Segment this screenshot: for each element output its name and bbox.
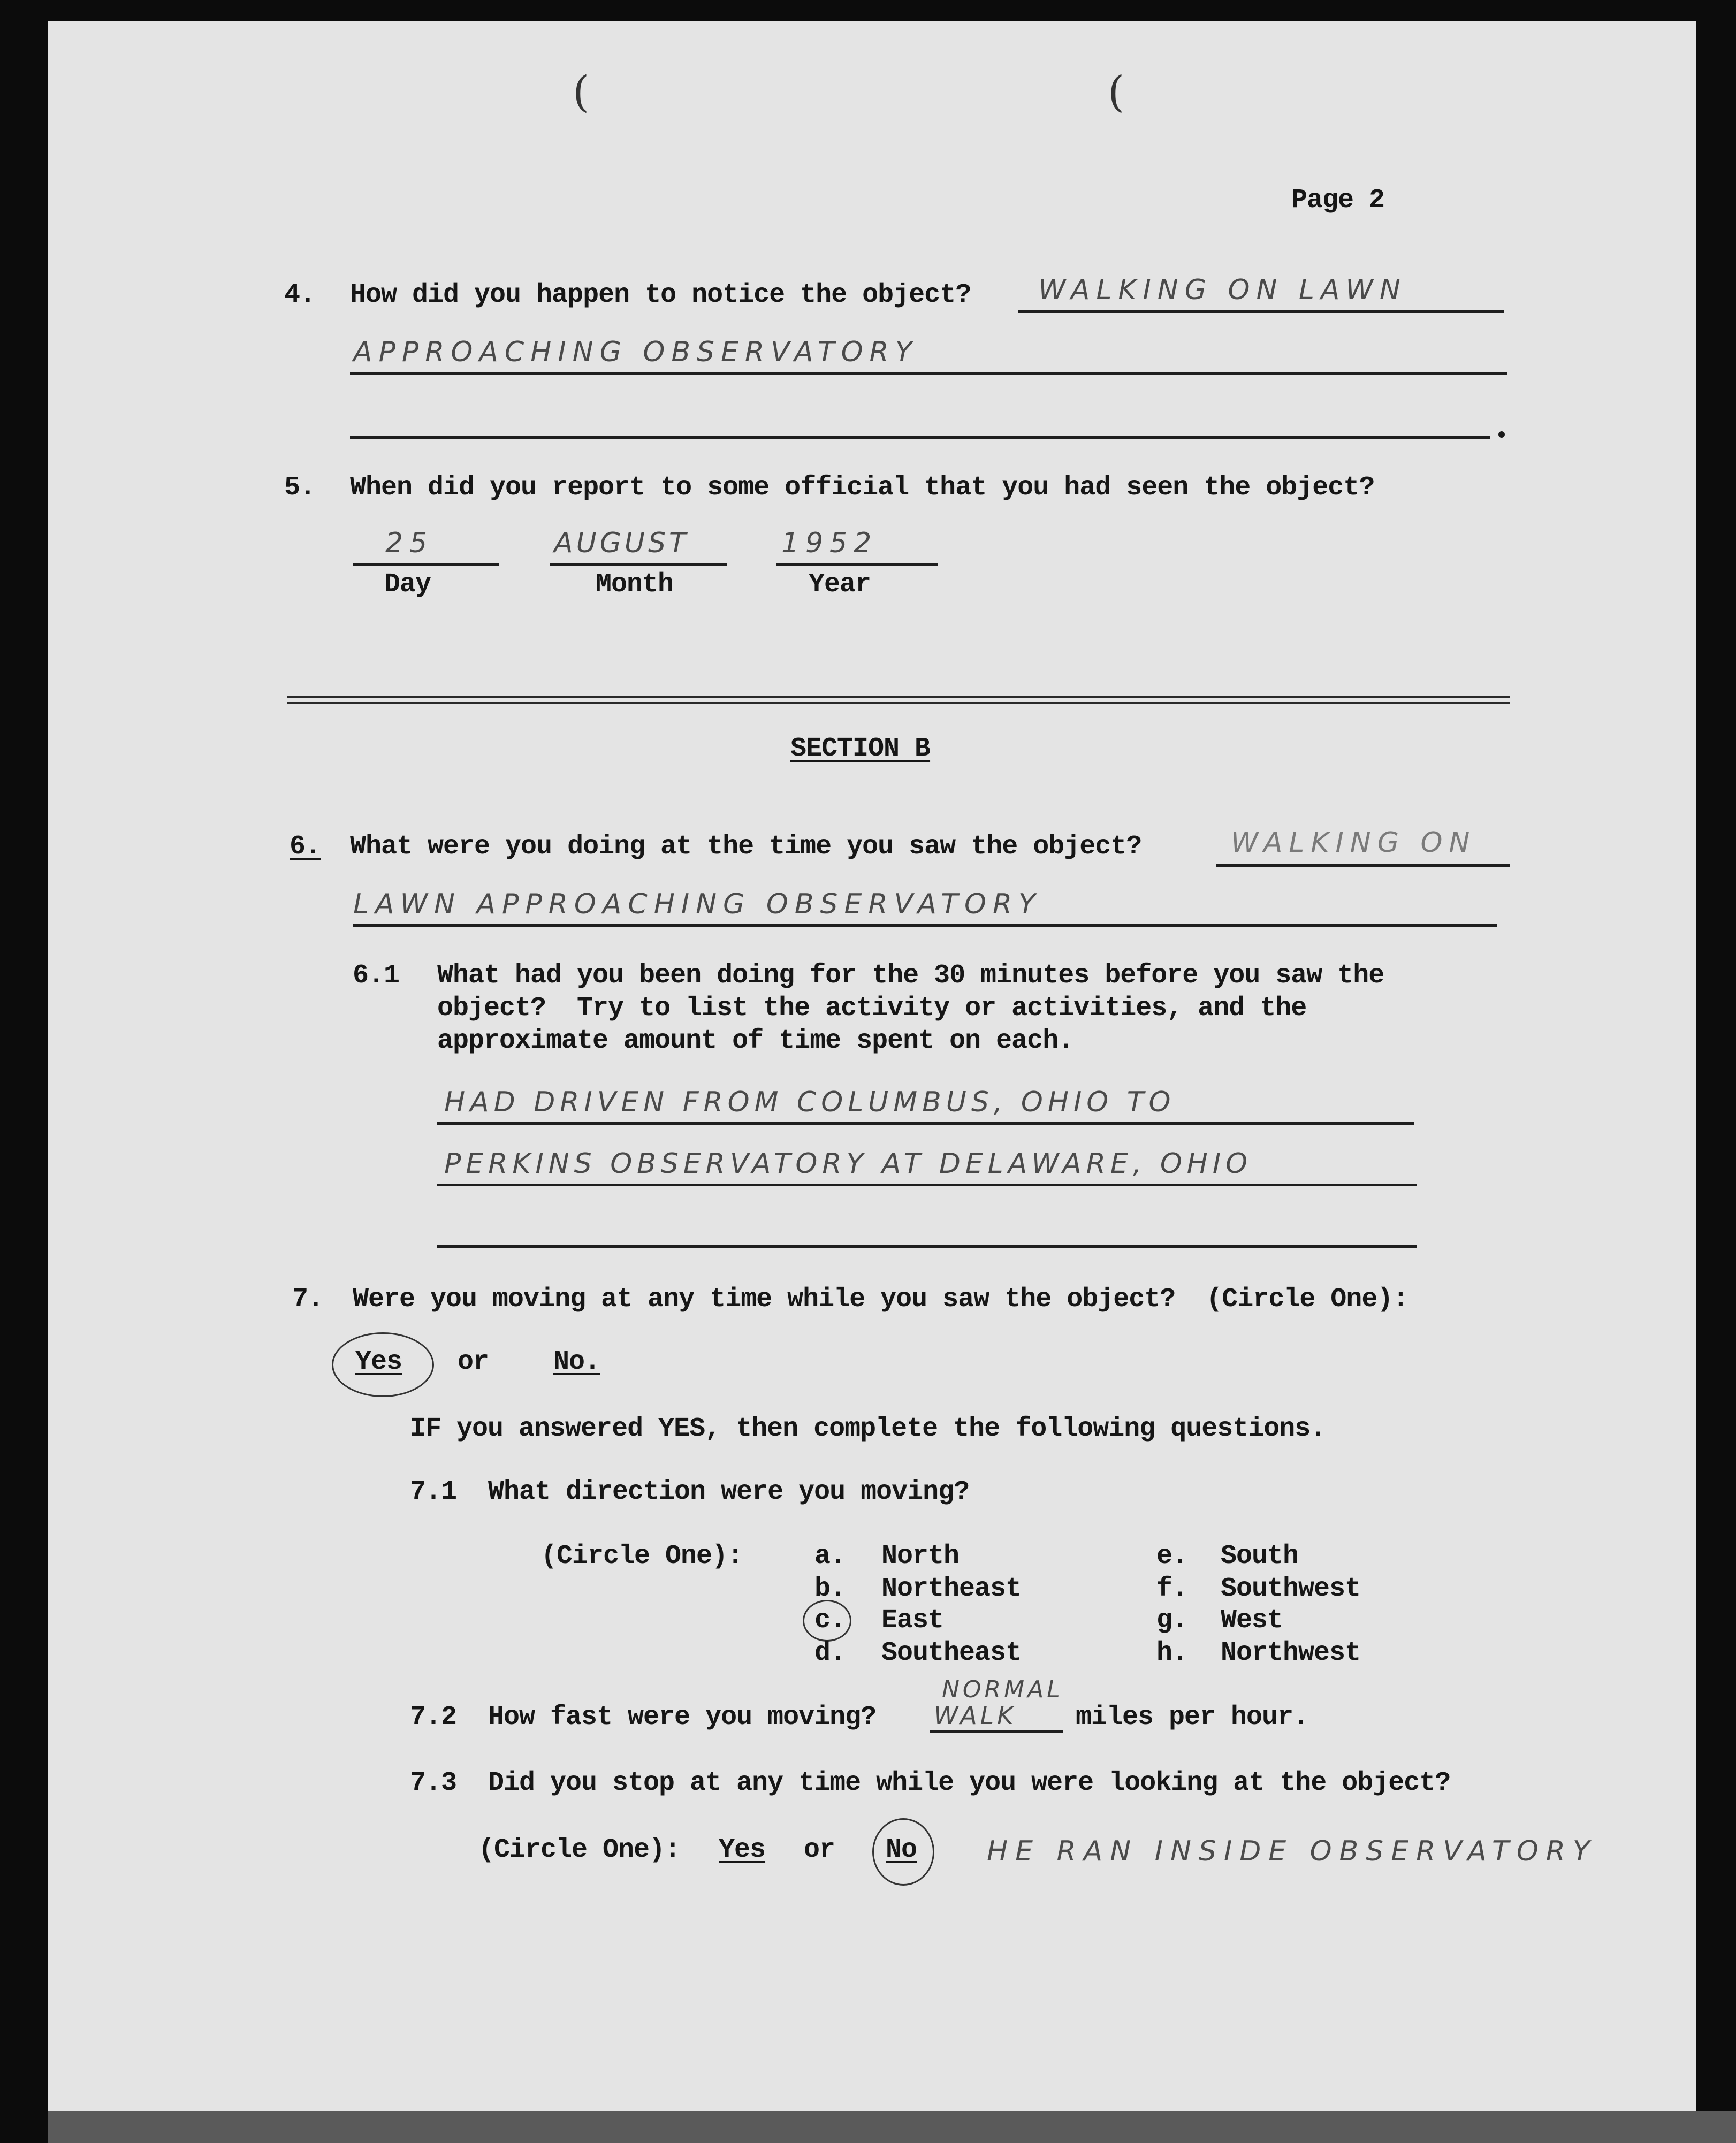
q7-3-number: 7.3: [410, 1768, 457, 1798]
selection-circle: [332, 1332, 434, 1397]
option-northwest[interactable]: Northwest: [1221, 1638, 1361, 1668]
answer-line: [353, 563, 499, 566]
answer-line: [1216, 864, 1510, 867]
q6-1-answer-line-1: HAD DRIVEN FROM COLUMBUS, OHIO TO: [444, 1086, 1176, 1118]
answer-line: [437, 1245, 1417, 1248]
q7-no-option[interactable]: No.: [553, 1347, 600, 1377]
q4-answer-line-2: APPROACHING OBSERVATORY: [353, 336, 919, 368]
q5-year: 1952: [781, 527, 878, 559]
q6-1-question-line: approximate amount of time spent on each.: [437, 1026, 1074, 1056]
q7-3-no-option[interactable]: No: [886, 1835, 917, 1865]
answer-line: [350, 372, 1507, 375]
q6-number: 6.: [290, 832, 321, 862]
scan-border: [48, 2111, 1736, 2143]
month-label: Month: [596, 569, 674, 600]
selection-circle: [803, 1600, 851, 1642]
option-south[interactable]: South: [1221, 1541, 1299, 1572]
option-west[interactable]: West: [1221, 1605, 1283, 1636]
answer-line: [930, 1730, 1063, 1733]
q7-3-question: Did you stop at any time while you were looking at the object?: [488, 1768, 1451, 1798]
option-letter[interactable]: a.: [814, 1541, 846, 1572]
q7-2-answer-above: NORMAL: [942, 1676, 1063, 1703]
q7-2-suffix: miles per hour.: [1076, 1702, 1309, 1733]
option-east[interactable]: East: [881, 1605, 944, 1636]
day-label: Day: [384, 569, 431, 600]
page-number: Page 2: [1291, 185, 1385, 216]
q7-instruction: IF you answered YES, then complete the following questions.: [410, 1414, 1326, 1444]
q7-1-circle-label: (Circle One):: [541, 1541, 743, 1572]
q4-answer-line-1: WALKING ON LAWN: [1038, 274, 1407, 306]
q6-1-answer-line-2: PERKINS OBSERVATORY AT DELAWARE, OHIO: [444, 1148, 1253, 1180]
q7-3-yes-option[interactable]: Yes: [719, 1835, 766, 1865]
q7-1-number: 7.1: [410, 1477, 457, 1507]
q5-number: 5.: [284, 472, 316, 503]
answer-line: [437, 1122, 1414, 1125]
q6-1-number: 6.1: [353, 960, 400, 991]
answer-line: [1018, 310, 1504, 313]
q7-or: or: [458, 1347, 489, 1377]
q7-2-question: How fast were you moving?: [488, 1702, 877, 1733]
period-mark: [1498, 431, 1505, 438]
q6-1-question-line: object? Try to list the activity or activities, and the: [437, 993, 1307, 1024]
option-northeast[interactable]: Northeast: [881, 1574, 1022, 1604]
q6-question: What were you doing at the time you saw the object?: [350, 832, 1142, 862]
q4-number: 4.: [284, 280, 316, 310]
q5-question: When did you report to some official that you had seen the object?: [350, 472, 1375, 503]
option-southeast[interactable]: Southeast: [881, 1638, 1022, 1668]
q5-month: AUGUST: [554, 527, 689, 559]
option-north[interactable]: North: [881, 1541, 960, 1572]
punch-mark: (: [573, 67, 590, 117]
option-letter[interactable]: e.: [1156, 1541, 1188, 1572]
year-label: Year: [809, 569, 871, 600]
option-letter[interactable]: b.: [814, 1574, 846, 1604]
option-letter[interactable]: g.: [1156, 1605, 1188, 1636]
answer-line: [350, 436, 1490, 439]
answer-line: [776, 563, 938, 566]
option-southwest[interactable]: Southwest: [1221, 1574, 1361, 1604]
option-letter[interactable]: d.: [814, 1638, 846, 1668]
section-divider: [287, 702, 1510, 704]
answer-line: [437, 1184, 1417, 1186]
q6-1-question-line: What had you been doing for the 30 minutes before you saw the: [437, 960, 1384, 991]
q7-number: 7.: [292, 1284, 324, 1315]
q7-question: Were you moving at any time while you saw the object? (Circle One):: [353, 1284, 1408, 1315]
q7-2-answer: WALK: [934, 1701, 1017, 1730]
answer-line: [550, 563, 727, 566]
q5-day: 25: [385, 527, 434, 559]
punch-mark: (: [1108, 67, 1125, 117]
section-divider: [287, 696, 1510, 698]
q7-2-number: 7.2: [410, 1702, 457, 1733]
selection-circle: [872, 1818, 934, 1886]
q6-answer-line-2: LAWN APPROACHING OBSERVATORY: [353, 888, 1042, 920]
q7-3-note: HE RAN INSIDE OBSERVATORY: [987, 1835, 1597, 1867]
q4-question: How did you happen to notice the object?: [350, 280, 971, 310]
q7-1-question: What direction were you moving?: [488, 1477, 970, 1507]
q6-answer-line-1: WALKING ON: [1231, 827, 1476, 859]
q7-3-or: or: [804, 1835, 835, 1865]
option-letter[interactable]: f.: [1156, 1574, 1188, 1604]
answer-line: [353, 924, 1497, 927]
q7-yes-option[interactable]: Yes: [355, 1347, 402, 1377]
section-title: SECTION B: [790, 734, 931, 764]
option-letter[interactable]: c.: [814, 1605, 846, 1636]
q7-3-circle-label: (Circle One):: [478, 1835, 681, 1865]
option-letter[interactable]: h.: [1156, 1638, 1188, 1668]
